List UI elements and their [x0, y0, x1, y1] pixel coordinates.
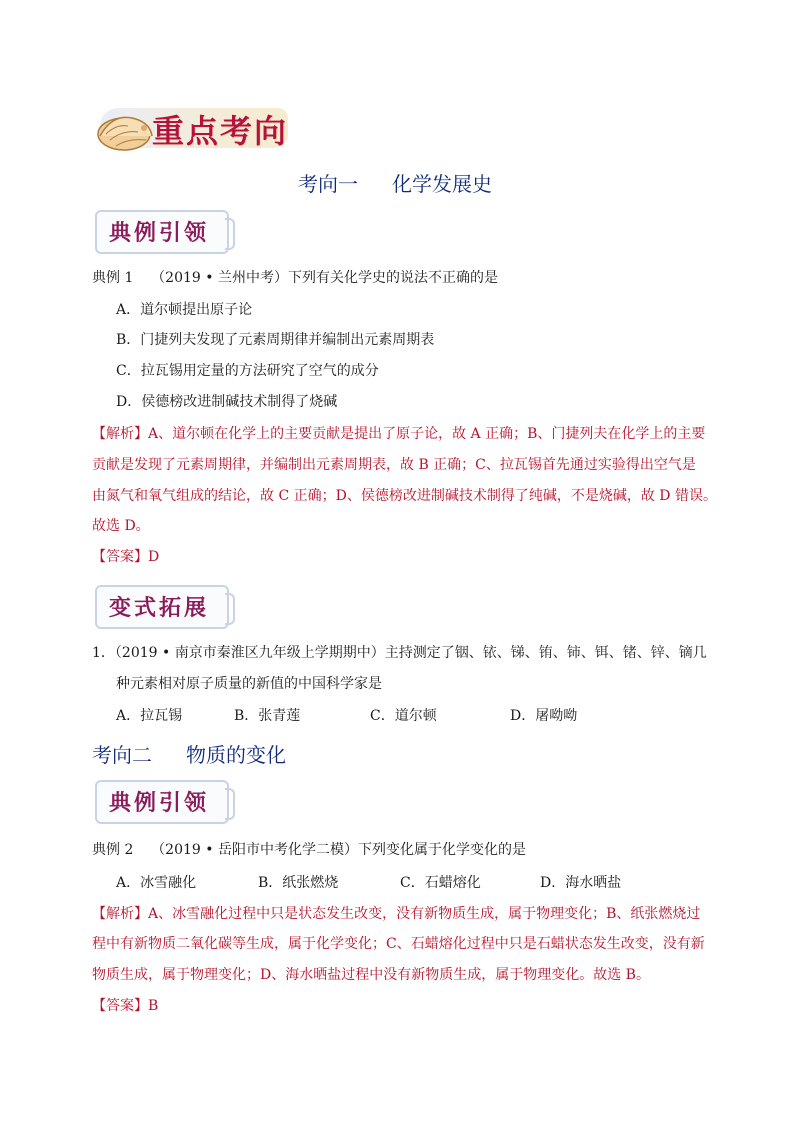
example-1-source: （2019 • 兰州中考）下列有关化学史的说法不正确的是	[151, 270, 498, 286]
example-lead-tag-2	[95, 780, 229, 824]
banner-title: 重点考向	[152, 112, 289, 150]
variant-1-option-a: A．拉瓦锡	[116, 708, 183, 724]
example-1-option-b: B．门捷列夫发现了元素周期律并编制出元素周期表	[116, 332, 435, 348]
example-2-source: （2019 • 岳阳市中考化学二模）下列变化属于化学变化的是	[151, 842, 526, 858]
example-2-question	[92, 840, 526, 860]
section-1-name: 化学发展史	[392, 172, 492, 196]
example-2-analysis-line-1: 【解析】A、冰雪融化过程中只是状态发生改变，没有新物质生成，属于物理变化；B、纸张燃烧过	[92, 906, 701, 922]
example-2-option-d: D．海水晒盐	[540, 875, 622, 891]
example-2-analysis-line-2: 程中有新物质二氧化碳等生成，属于化学变化；C、石蜡熔化过程中只是石蜡状态发生改变，没有新	[92, 936, 705, 952]
variant-1-line-2: 种元素相对原子质量的新值的中国科学家是	[116, 676, 382, 692]
example-1-analysis-line-4: 故选 D。	[92, 518, 150, 534]
variant-1-line-1: 1．（2019 • 南京市秦淮区九年级上学期期中）主持测定了铟、铱、锑、铕、铈、铒、锗、锌、镝几	[92, 645, 707, 661]
example-2-option-b: B．纸张燃烧	[258, 875, 339, 891]
example-lead-tag-1	[95, 210, 229, 254]
example-2-label: 典例 2	[92, 842, 134, 858]
example-lead-tag-1-label: 典例引领	[109, 221, 210, 246]
example-1-option-c: C．拉瓦锡用定量的方法研究了空气的成分	[116, 363, 379, 379]
example-1-answer: 【答案】D	[92, 549, 160, 565]
example-2-analysis-line-3: 物质生成，属于物理变化；D、海水晒盐过程中没有新物质生成，属于物理变化。故选 B。	[92, 967, 650, 983]
example-1-analysis-line-2: 贡献是发现了元素周期律，并编制出元素周期表，故 B 正确；C、拉瓦锡首先通过实验得出空气是	[92, 457, 696, 473]
section-2-title	[92, 739, 286, 768]
example-2-option-c: C．石蜡熔化	[400, 875, 481, 891]
example-2-answer: 【答案】B	[92, 998, 159, 1014]
variant-1-option-c: C．道尔顿	[370, 708, 437, 724]
section-1-title	[298, 168, 492, 197]
header-banner	[92, 100, 292, 158]
example-1-option-d: D．侯德榜改进制碱技术制得了烧碱	[116, 394, 338, 410]
example-1-option-a: A．道尔顿提出原子论	[116, 302, 253, 318]
example-1-question	[92, 268, 498, 288]
variant-tag-label: 变式拓展	[109, 596, 210, 621]
variant-1-option-d: D．屠呦呦	[510, 708, 578, 724]
example-2-option-a: A．冰雪融化	[116, 875, 197, 891]
example-lead-tag-2-label: 典例引领	[109, 791, 210, 816]
section-2-prefix: 考向二	[92, 743, 152, 767]
variant-tag	[95, 585, 229, 629]
variant-1-option-b: B．张青莲	[234, 708, 301, 724]
section-1-prefix: 考向一	[298, 172, 358, 196]
example-1-label: 典例 1	[92, 270, 134, 286]
example-1-analysis-line-3: 由氮气和氧气组成的结论，故 C 正确；D、侯德榜改进制碱技术制得了纯碱，不是烧碱，故 D 错误。	[92, 488, 717, 504]
section-2-name: 物质的变化	[186, 743, 286, 767]
example-1-analysis-line-1: 【解析】A、道尔顿在化学上的主要贡献是提出了原子论，故 A 正确；B、门捷列夫在化学上的主要	[92, 426, 706, 442]
